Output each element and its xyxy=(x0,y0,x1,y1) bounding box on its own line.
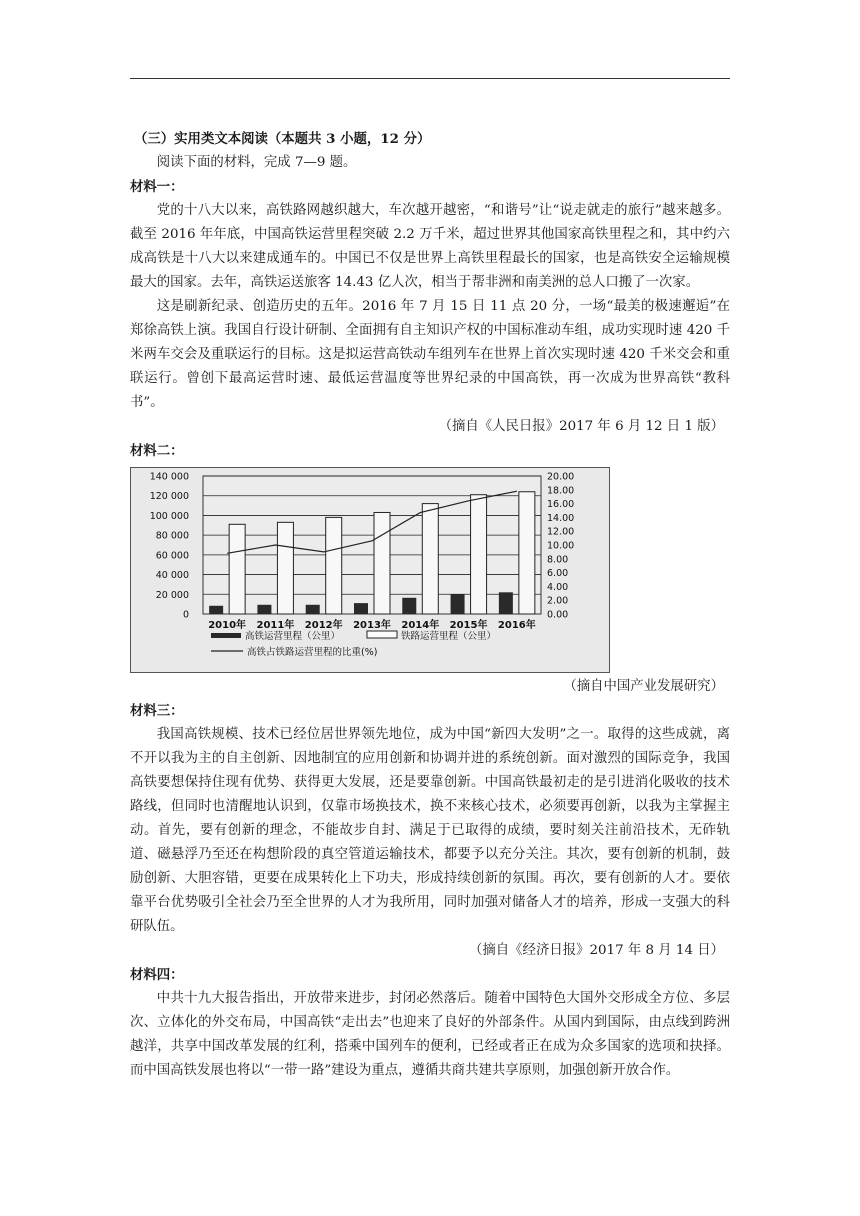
bar-total-rail xyxy=(374,512,390,614)
y-right-tick-label: 20.00 xyxy=(547,471,575,483)
document-body xyxy=(130,127,730,1083)
x-tick-label: 2014年 xyxy=(401,620,440,631)
y-right-tick-label: 18.00 xyxy=(547,485,575,497)
header-rule xyxy=(130,78,730,79)
rail-mileage-chart xyxy=(130,467,610,673)
y-right-tick-label: 2.00 xyxy=(547,595,569,607)
bar-high-speed-rail xyxy=(306,605,320,614)
bar-total-rail xyxy=(471,495,487,614)
y-left-tick-label: 140 000 xyxy=(149,471,189,483)
legend-label-share: 高铁占铁路运营里程的比重(%) xyxy=(247,647,378,658)
material4-heading: 材料四： xyxy=(130,967,184,983)
section-title: （三）实用类文本阅读（本题共 3 小题，12 分） xyxy=(134,131,431,147)
y-left-tick-label: 40 000 xyxy=(155,570,189,582)
y-left-tick-label: 120 000 xyxy=(149,491,189,503)
bar-total-rail xyxy=(422,504,438,614)
y-right-tick-label: 8.00 xyxy=(547,554,569,566)
y-left-tick-label: 0 xyxy=(182,609,189,621)
x-tick-label: 2011年 xyxy=(256,620,295,631)
x-tick-label: 2013年 xyxy=(353,620,391,631)
x-tick-label: 2016年 xyxy=(497,620,536,631)
y-left-tick-label: 60 000 xyxy=(155,550,189,562)
bar-total-rail xyxy=(229,524,245,614)
y-left-tick-label: 80 000 xyxy=(155,530,189,542)
x-tick-label: 2015年 xyxy=(449,620,488,631)
material3-paragraph-1: 我国高铁规模、技术已经位居世界领先地位，成为中国“新四大发明”之一。取得的这些成就，离不开以我为主的自主创新、因地制宜的应用创新和协调并进的系统创新。面对激烈的国际竞争，我国高铁要想保持住现有优势、获得更大发展，还是要靠创新。中国高铁最初走的是引进消化吸收的技术路线，但同时也清醒地认识到，仅靠市场换技术，换不来核心技术，必须要再创新，以我为主掌握主动。首先，要有创新的理念，不能故步自封、满足于已取得的成绩，要时刻关注前沿技术，无砟轨道、磁悬浮乃至还在构想阶段的真空管道运输技术，都要予以充分关注。其次，要有创新的机制，鼓励创新、大胆容错，更要在成果转化上下功夫，形成持续创新的氛围。再次，要有创新的人才。要依靠平台优势吸引全社会乃至全世界的人才为我所用，同时加强对储备人才的培养，形成一支强大的科研队伍。 xyxy=(130,727,730,934)
material4-paragraph-1: 中共十九大报告指出，开放带来进步，封闭必然落后。随着中国特色大国外交形成全方位、多层次、立体化的外交布局，中国高铁“走出去”也迎来了良好的外部条件。从国内到国际，由点线到跨洲越洋，共享中国改革发展的红利，搭乘中国列车的便利，已经或者正在成为众多国家的选项和抉择。而中国高铁发展也将以“一带一路”建设为重点，遵循共商共建共享原则，加强创新开放合作。 xyxy=(130,991,730,1078)
x-tick-label: 2010年 xyxy=(208,620,247,631)
bar-total-rail xyxy=(326,517,342,614)
section-intro: 阅读下面的材料，完成 7—9 题。 xyxy=(156,155,357,170)
bar-high-speed-rail xyxy=(209,606,223,614)
bar-high-speed-rail xyxy=(402,598,416,614)
material1-paragraph-1: 党的十八大以来，高铁路网越织越大，车次越开越密，“和谐号”让“说走就走的旅行”越来越多。截至 2016 年年底，中国高铁运营里程突破 2.2 万千米，超过世界其他国家高铁里程之和，其中约六成高铁是十八大以来建成通车的。中国已不仅是世界上高铁里程最长的国家，也是高铁安全运输规模最大的国家。去年，高铁运送旅客 14.43 亿人次，相当于帮非洲和南美洲的总人口搬了一次家。 xyxy=(130,203,730,290)
y-right-tick-label: 0.00 xyxy=(547,609,569,621)
legend-swatch-high-speed xyxy=(211,633,241,638)
bar-total-rail xyxy=(277,522,293,614)
y-right-tick-label: 6.00 xyxy=(547,568,569,580)
legend-label-high-speed: 高铁运营里程（公里） xyxy=(245,631,341,642)
material2-heading: 材料二： xyxy=(130,443,184,459)
material1-heading: 材料一： xyxy=(130,179,184,195)
bar-high-speed-rail xyxy=(499,592,513,614)
bar-total-rail xyxy=(519,492,535,614)
y-right-tick-label: 14.00 xyxy=(547,512,575,524)
legend-label-total-rail: 铁路运营里程（公里） xyxy=(401,631,497,642)
legend-swatch-total-rail xyxy=(367,631,397,638)
y-right-tick-label: 4.00 xyxy=(547,581,569,593)
bar-high-speed-rail xyxy=(257,605,271,614)
material3-heading: 材料三： xyxy=(130,703,184,719)
material2-source: （摘自中国产业发展研究） xyxy=(563,679,724,694)
y-right-tick-label: 10.00 xyxy=(547,540,575,552)
material1-paragraph-2: 这是刷新纪录、创造历史的五年。2016 年 7 月 15 日 11 点 20 分，一场“最美的极速邂逅”在郑徐高铁上演。我国自行设计研制、全面拥有自主知识产权的中国标准动车组，成功实现时速 420 千米两车交会及重联运行的目标。这是拟运营高铁动车组列车在世界上首次实现时速 420 千米交会和重联运行。曾创下最高运营时速、最低运营温度等世界纪录的中国高铁，再一次成为世界高铁“教科书”。 xyxy=(130,299,730,410)
material3-source: （摘自《经济日报》2017 年 8 月 14 日） xyxy=(469,943,724,958)
x-tick-label: 2012年 xyxy=(304,620,343,631)
y-right-tick-label: 16.00 xyxy=(547,499,575,511)
bar-high-speed-rail xyxy=(354,603,368,614)
y-left-tick-label: 20 000 xyxy=(155,589,189,601)
chart-svg xyxy=(131,468,609,672)
material1-source: （摘自《人民日报》2017 年 6 月 12 日 1 版） xyxy=(438,419,724,434)
y-left-tick-label: 100 000 xyxy=(149,510,189,522)
bar-high-speed-rail xyxy=(451,594,465,614)
y-right-tick-label: 12.00 xyxy=(547,526,575,538)
